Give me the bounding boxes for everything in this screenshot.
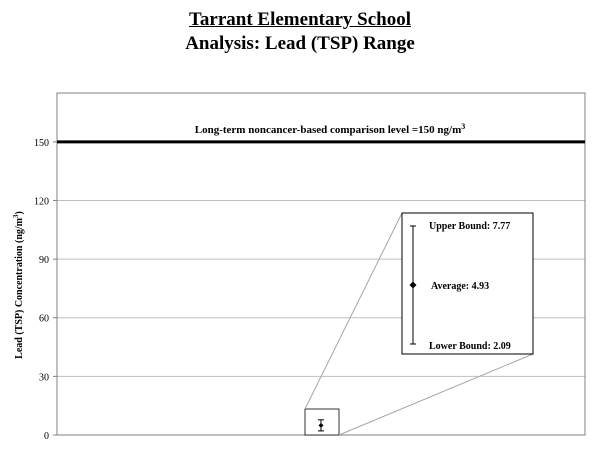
chart-subtitle: Analysis: Lead (TSP) Range (185, 33, 415, 54)
y-tick-label-90: 90 (39, 255, 49, 267)
y-tick-label-60: 60 (39, 313, 49, 325)
y-tick-label-150: 150 (34, 137, 49, 149)
y-tick-label-30: 30 (39, 372, 49, 384)
zoom-connector-lower (339, 354, 533, 435)
lower-bound-label: Lower Bound: 2.09 (429, 341, 511, 352)
y-axis-label: Lead (TSP) Concentration $(ng/m^3)$ (12, 211, 25, 359)
chart-title: Tarrant Elementary School (188, 9, 411, 30)
reference-line-label: Long-term noncancer-based comparison level =150 $ng/m^3$ (194, 121, 466, 136)
y-tick-label-0: 0 (44, 431, 49, 442)
upper-bound-label: Upper Bound: 7.77 (429, 221, 511, 232)
y-tick-layer (34, 138, 57, 442)
average-label: Average: 4.93 (431, 281, 490, 292)
zoom-connector-upper (305, 213, 402, 409)
y-tick-label-120: 120 (34, 196, 49, 208)
